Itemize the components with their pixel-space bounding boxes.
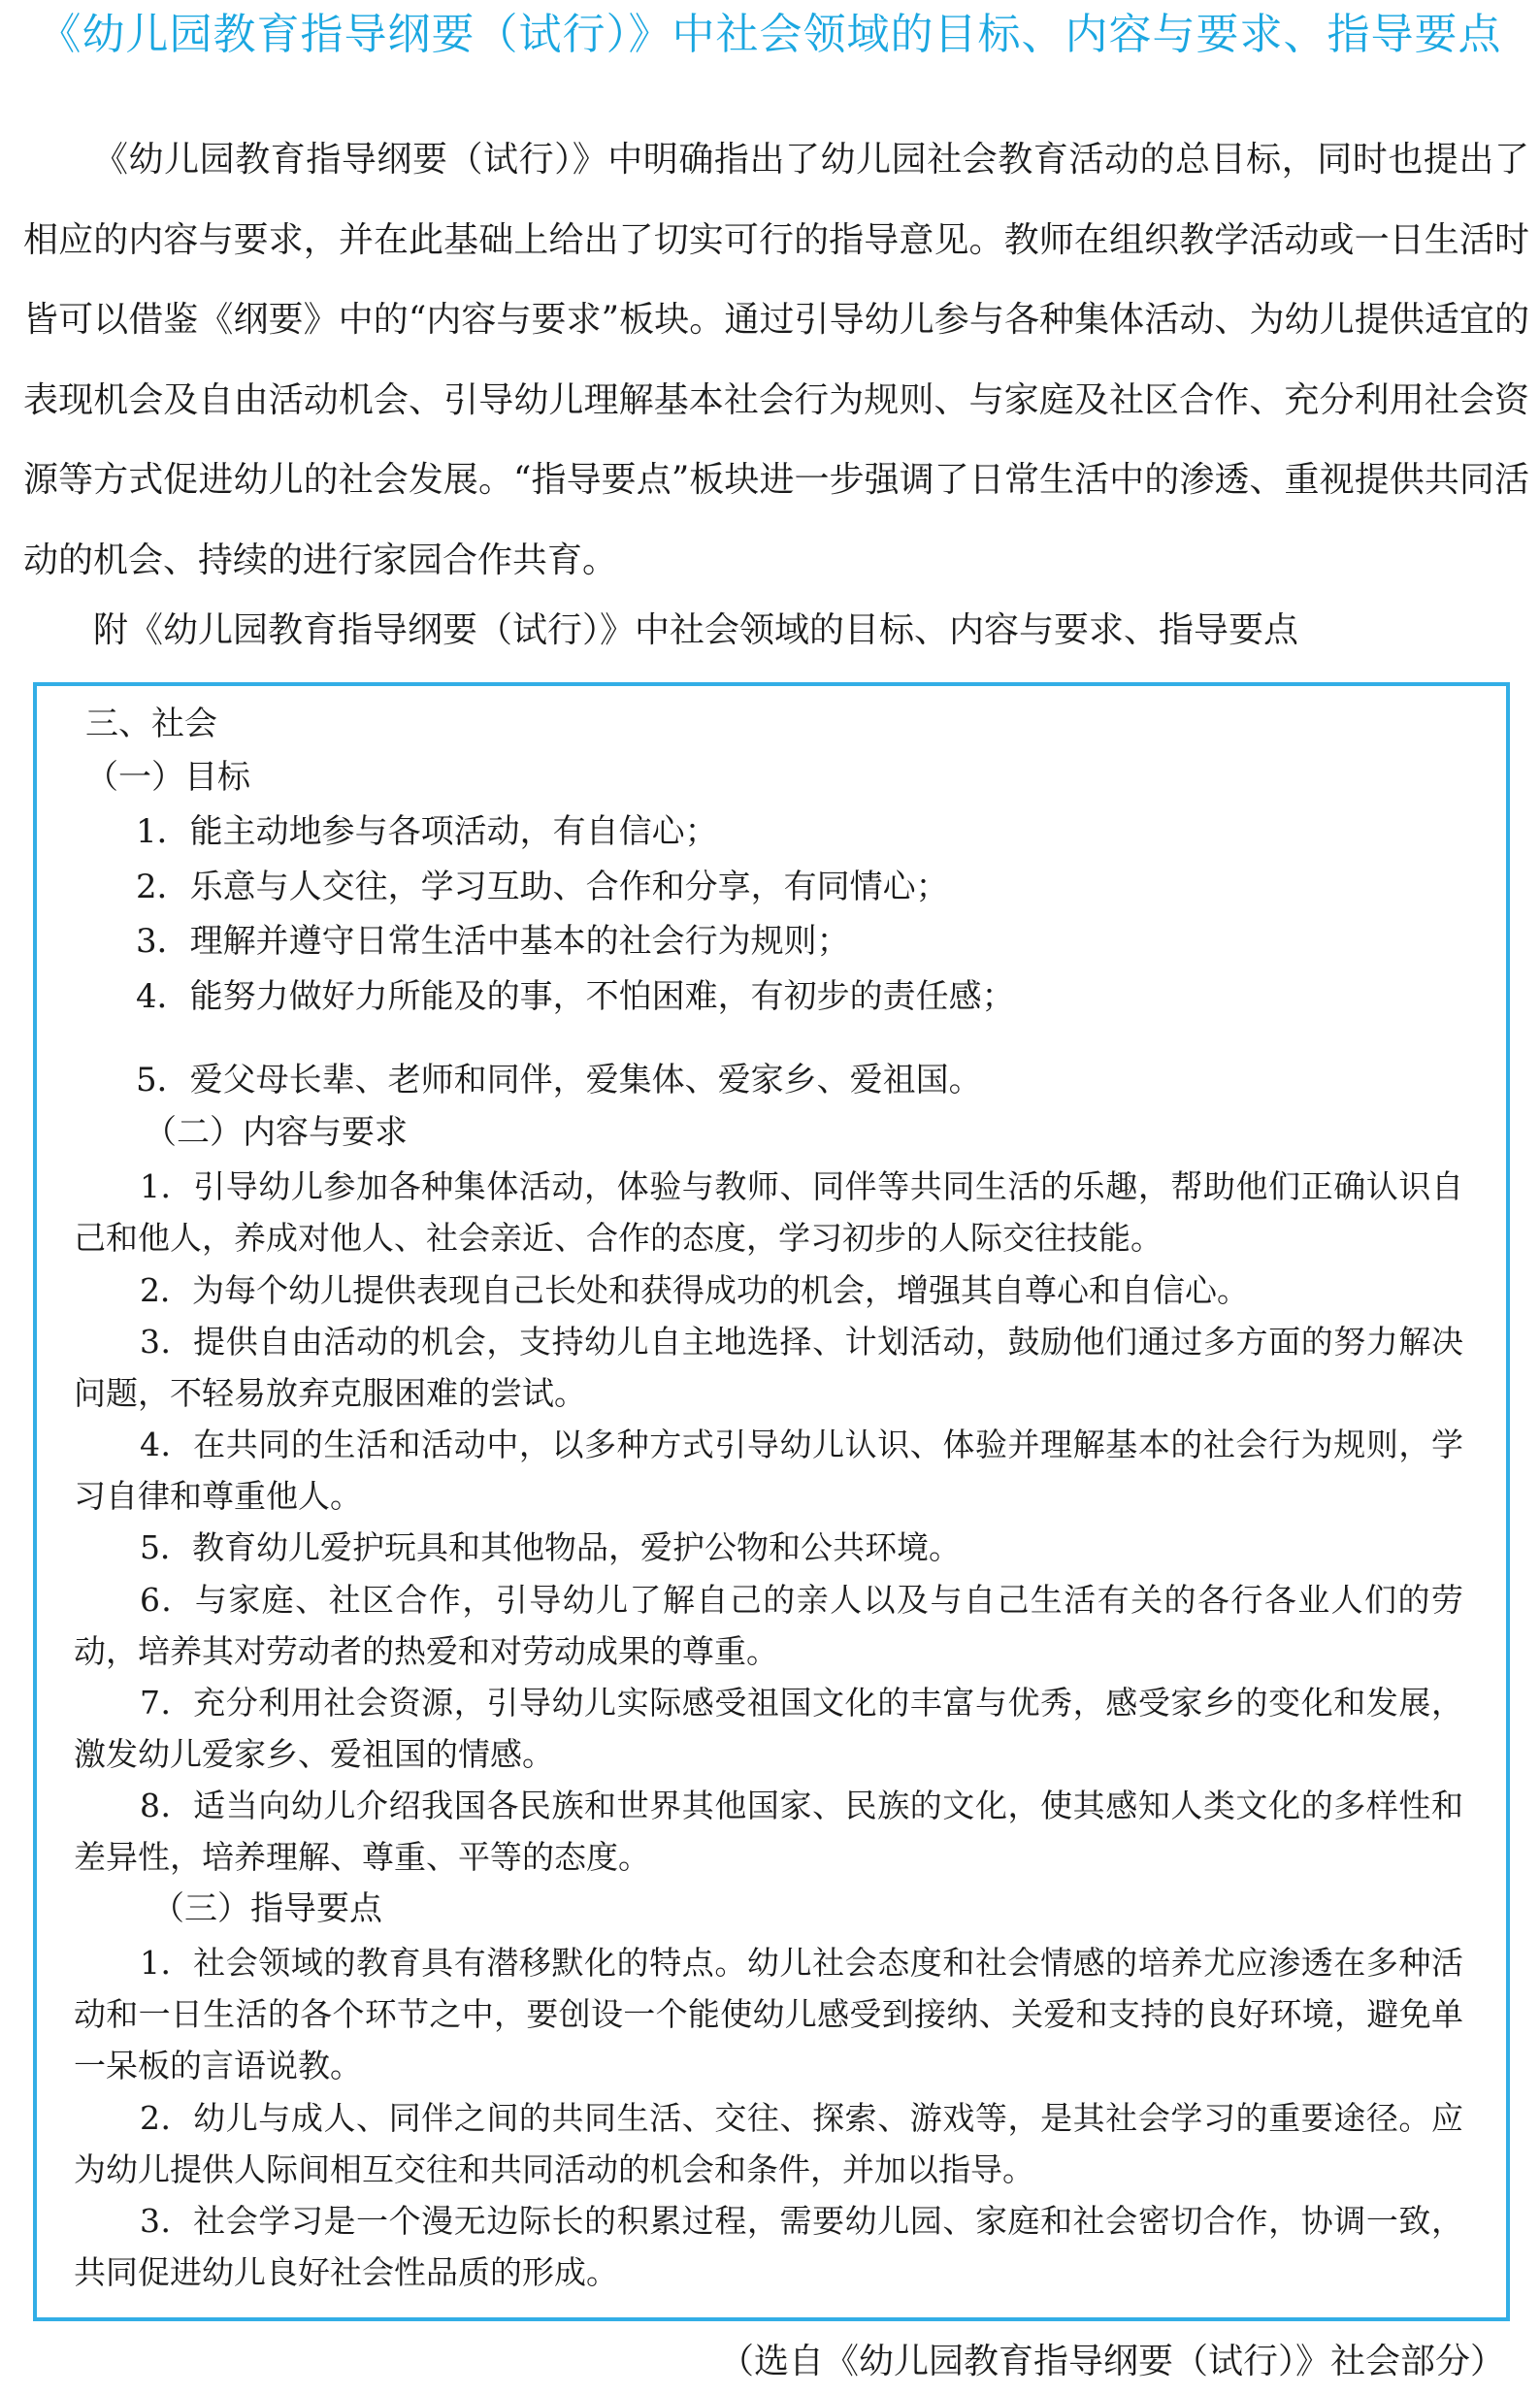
- page-title: 《幼儿园教育指导纲要（试行）》中社会领域的目标、内容与要求、指导要点: [38, 10, 1502, 59]
- guidance-item-3: 3．社会学习是一个漫无边际长的积累过程，需要幼儿园、家庭和社会密切合作，协调一致，共同促进幼儿良好社会性品质的形成。: [74, 2202, 1463, 2291]
- goal-item-5: 5．爱父母长辈、老师和同伴，爱集体、爱家乡、爱祖国。: [136, 1061, 982, 1099]
- content-item-7: 7．充分利用社会资源，引导幼儿实际感受祖国文化的丰富与优秀，感受家乡的变化和发展，激发幼儿爱家乡、爱祖国的情感。: [74, 1684, 1463, 1773]
- intro-paragraph: 《幼儿园教育指导纲要（试行）》中明确指出了幼儿园社会教育活动的总目标，同时也提出了相应的内容与要求，并在此基础上给出了切实可行的指导意见。教师在组织教学活动或一日生活时皆可以借鉴《纲要》中的“内容与要求”板块。通过引导幼儿参与各种集体活动、为幼儿提供适宜的表现机会及自由活动机会、引导幼儿理解基本社会行为规则、与家庭及社区合作、充分利用社会资源等方式促进幼儿的社会发展。“指导要点”板块进一步强调了日常生活中的渗透、重视提供共同活动的机会、持续的进行家园合作共育。: [23, 140, 1529, 580]
- guidance-item-1: 1．社会领域的教育具有潜移默化的特点。幼儿社会态度和社会情感的培养尤应渗透在多种活动和一日生活的各个环节之中，要创设一个能使幼儿感受到接纳、关爱和支持的良好环境，避免单一呆板的言语说教。: [74, 1944, 1463, 2084]
- source-citation: （选自《幼儿园教育指导纲要（试行）》社会部分）: [718, 2342, 1505, 2381]
- goal-item-3: 3．理解并遵守日常生活中基本的社会行为规则；: [136, 922, 850, 961]
- content-item-6: 6．与家庭、社区合作，引导幼儿了解自己的亲人以及与自己生活有关的各行各业人们的劳动，培养其对劳动者的热爱和对劳动成果的尊重。: [74, 1581, 1463, 1670]
- content-heading: （二）内容与要求: [144, 1113, 408, 1152]
- goal-item-4: 4．能努力做好力所能及的事，不怕困难，有初步的责任感；: [136, 977, 1015, 1016]
- attachment-note: 附《幼儿园教育指导纲要（试行）》中社会领域的目标、内容与要求、指导要点: [93, 610, 1299, 650]
- content-item-3: 3．提供自由活动的机会，支持幼儿自主地选择、计划活动，鼓励他们通过多方面的努力解决问题，不轻易放弃克服困难的尝试。: [74, 1323, 1463, 1412]
- content-item-4: 4．在共同的生活和活动中，以多种方式引导幼儿认识、体验并理解基本的社会行为规则，学习自律和尊重他人。: [74, 1426, 1463, 1515]
- content-item-5: 5．教育幼儿爱护玩具和其他物品，爱护公物和公共环境。: [140, 1528, 961, 1566]
- content-item-1: 1．引导幼儿参加各种集体活动，体验与教师、同伴等共同生活的乐趣，帮助他们正确认识自己和他人，养成对他人、社会亲近、合作的态度，学习初步的人际交往技能。: [74, 1167, 1463, 1257]
- goal-item-2: 2．乐意与人交往，学习互助、合作和分享，有同情心；: [136, 868, 949, 906]
- guidance-item-2: 2．幼儿与成人、同伴之间的共同生活、交往、探索、游戏等，是其社会学习的重要途径。应为幼儿提供人际间相互交往和共同活动的机会和条件，并加以指导。: [74, 2099, 1463, 2188]
- section-heading: 三、社会: [85, 705, 217, 743]
- guidance-heading: （三）指导要点: [151, 1889, 382, 1928]
- goal-item-1: 1．能主动地参与各项活动，有自信心；: [136, 812, 718, 851]
- content-item-2: 2．为每个幼儿提供表现自己长处和获得成功的机会，增强其自尊心和自信心。: [140, 1271, 1249, 1309]
- content-item-8: 8．适当向幼儿介绍我国各民族和世界其他国家、民族的文化，使其感知人类文化的多样性和差异性，培养理解、尊重、平等的态度。: [74, 1787, 1463, 1876]
- goals-heading: （一）目标: [85, 758, 250, 797]
